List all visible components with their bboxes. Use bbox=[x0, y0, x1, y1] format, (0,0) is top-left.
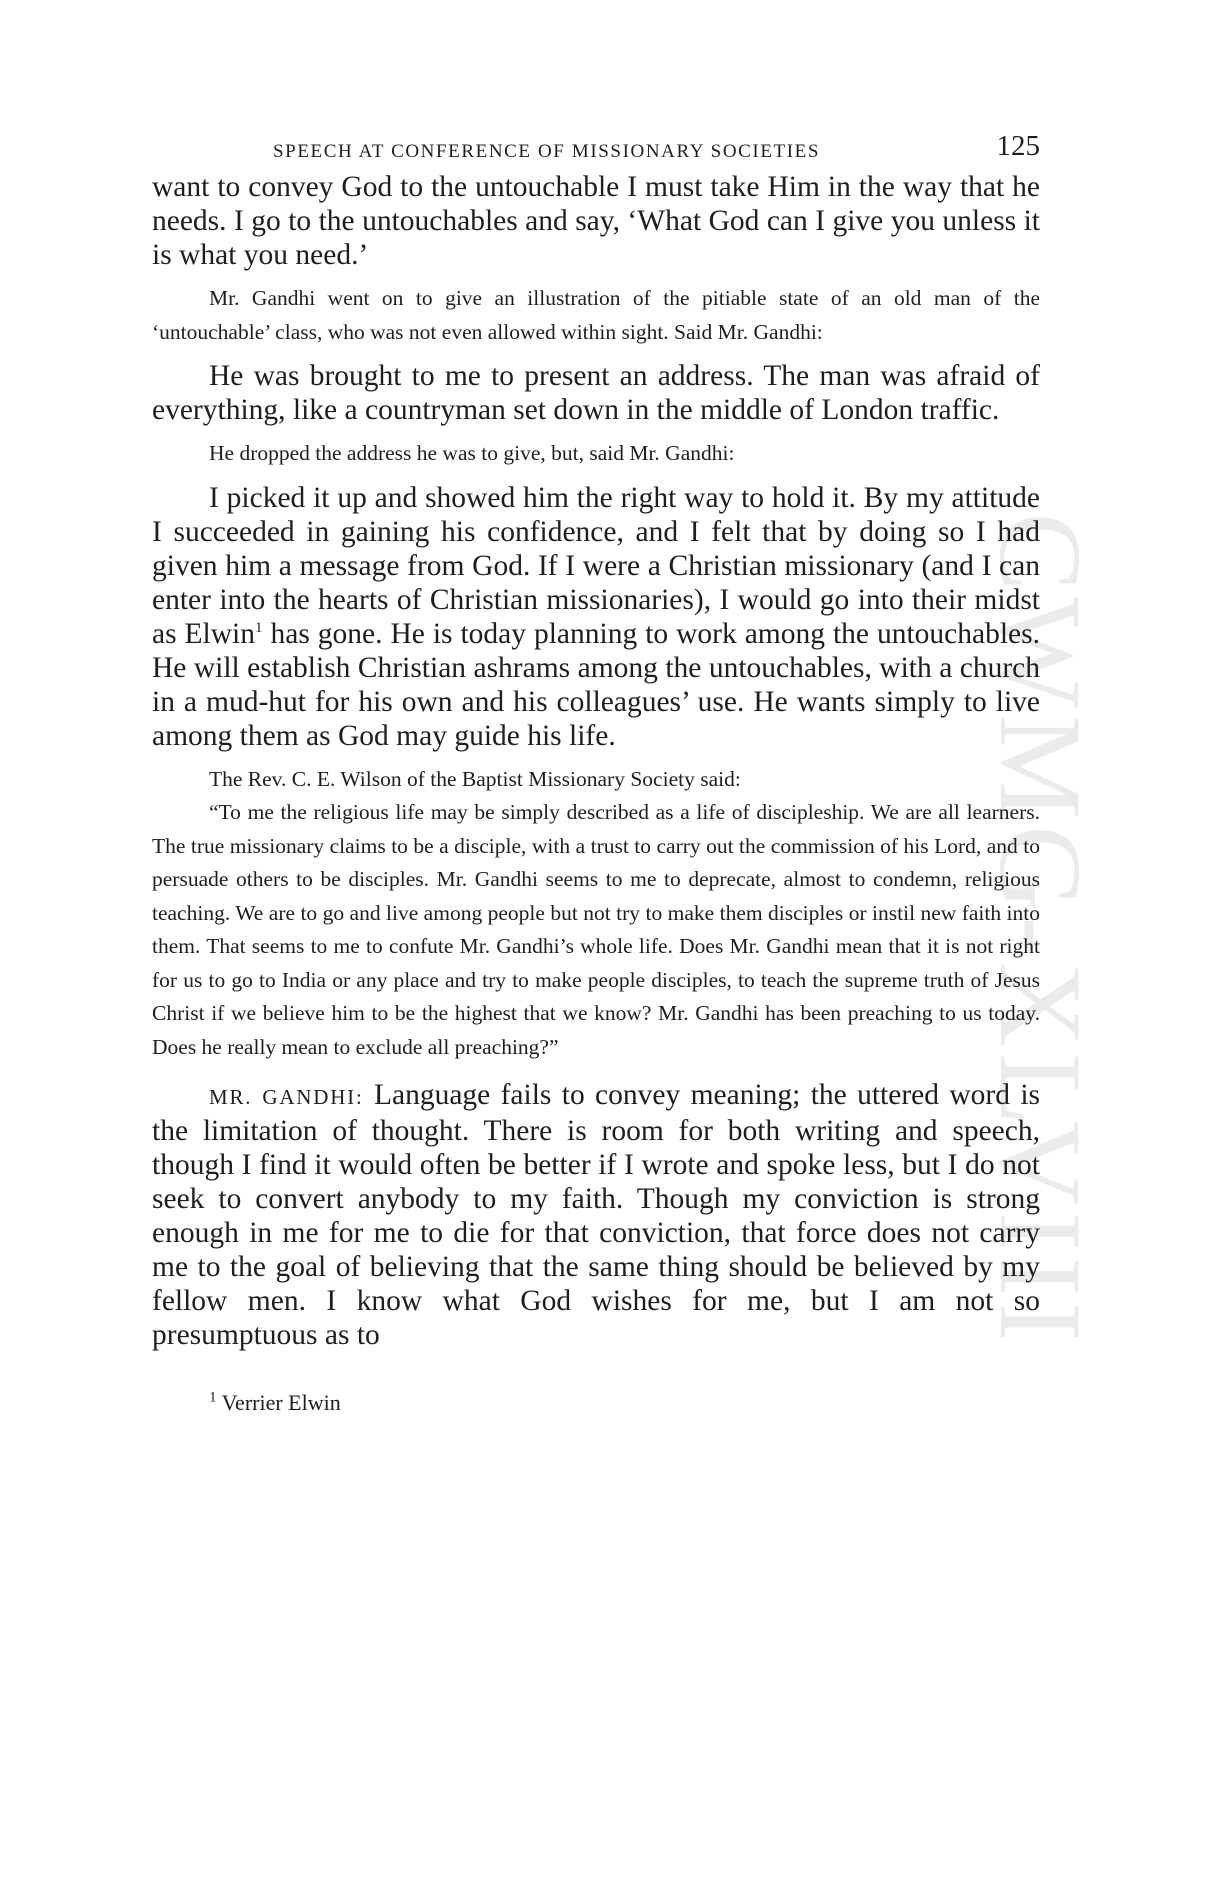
paragraph-speech: He was brought to me to present an address. The man was afraid of everything, like a countryman set down in the middle of London traffic. bbox=[152, 360, 1040, 426]
paragraph-quotation: “To me the religious life may be simply described as a life of discipleship. We are all learners. The true missionary claims to be a disciple, with a trust to carry out the commission of his Lord, and to persuade others to be disciples. Mr. Gandhi seems to me to deprecate, almost to condemn, religious teaching. We are to go and live among people but not try to make them disciples or instil new faith into them. That seems to me to confute Mr. Gandhi’s whole life. Does Mr. Gandhi mean that it is not right for us to go to India or any place and try to make people disciples, to teach the supreme truth of Jesus Christ if we believe him to be the highest that we know? Mr. Gandhi has been preaching to us today. Does he really mean to exclude all preaching?” bbox=[152, 800, 1040, 1059]
watermark: CWMG-XLVIII bbox=[975, 512, 1106, 1348]
paragraph-text: Language fails to convey meaning; the uttered word is the limitation of thought. There is room for both writing and speech, though I find it would often be better if I wrote and spoke less, but I do not seek to convert anybody to my faith. Though my conviction is strong enough in me for me to die for that conviction, that force does not carry me to the goal of believing that the same thing should be believed by my fellow men. I know what God wishes for me, but I am not so presumptuous as to bbox=[152, 1079, 1040, 1351]
paragraph-narration: Mr. Gandhi went on to give an illustration of the pitiable state of an old man of the ‘untouchable’ class, who was not even allowed within sight. Said Mr. Gandhi: bbox=[152, 286, 1040, 344]
footnote bbox=[152, 1390, 1040, 1416]
paragraph-speech-continuation: want to convey God to the untouchable I must take Him in the way that he needs. I go to the untouchables and say, ‘What God can I give you unless it is what you need.’ bbox=[152, 171, 1040, 271]
footnote-marker: 1 bbox=[209, 1389, 217, 1406]
paragraph-narration: The Rev. C. E. Wilson of the Baptist Missionary Society said: bbox=[209, 766, 741, 791]
footnote-text: Verrier Elwin bbox=[216, 1390, 341, 1415]
paragraph-speech bbox=[152, 481, 1040, 753]
paragraph-text: I picked it up and showed him the right way to hold it. By my attitude I succeeded in gaining his confidence, and I felt that by doing so I had given him a message from God. If I were a Christian missionary (and I can enter into the hearts of Christian missionaries), I would go into their midst as Elwin bbox=[152, 481, 1040, 650]
page-content bbox=[152, 130, 1040, 1416]
page-header bbox=[152, 130, 1040, 170]
paragraph-speech bbox=[152, 1078, 1040, 1352]
page-number: 125 bbox=[996, 130, 1040, 162]
paragraph-text: has gone. He is today planning to work among the untouchables. He will establish Christian ashrams among the untouchables, with a church in a mud-hut for his own and his colleagues’ use. He wants simply to live among them as God may guide his life. bbox=[152, 617, 1040, 752]
speaker-label: MR. GANDHI: bbox=[209, 1085, 364, 1109]
paragraph-narration: He dropped the address he was to give, but, said Mr. Gandhi: bbox=[209, 441, 735, 465]
running-head: SPEECH AT CONFERENCE OF MISSIONARY SOCIETIES bbox=[273, 141, 821, 162]
footnote-reference: 1 bbox=[255, 619, 263, 636]
